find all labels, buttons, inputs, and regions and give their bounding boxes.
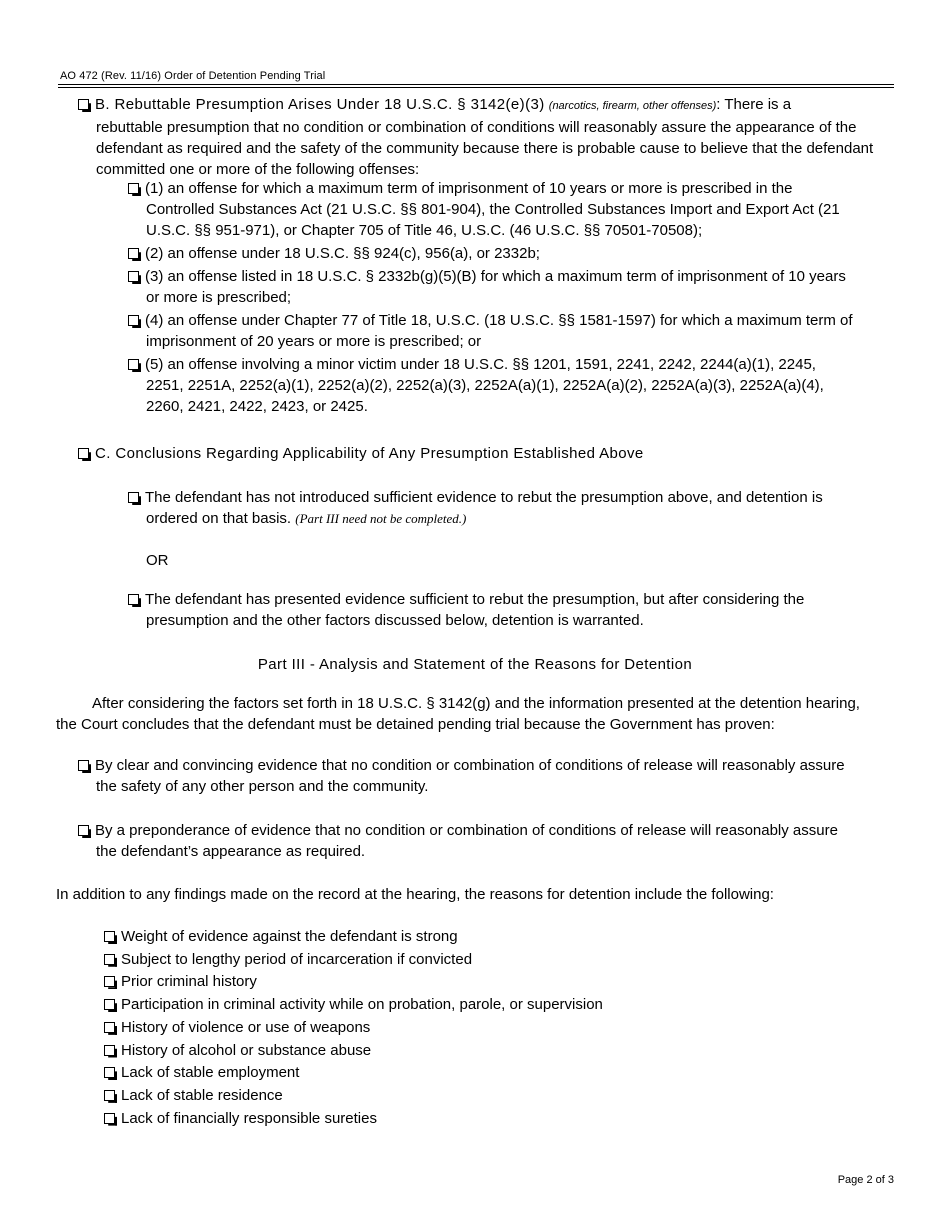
reason-label: Lack of financially responsible sureties [121, 1109, 377, 1127]
offense-item-2 [128, 243, 898, 264]
section-b-intro-line: rebuttable presumption that no condition or combination of conditions will reasonably assure the appearance of the [96, 119, 857, 136]
reason-label: Lack of stable residence [121, 1086, 283, 1104]
offense-2-checkbox[interactable] [128, 248, 139, 259]
section-c-option-2-line: presumption and the other factors discussed below, detention is warranted. [146, 612, 644, 629]
section-b-heading-note: (narcotics, firearm, other offenses) [548, 100, 717, 112]
reasons-list [104, 926, 804, 1130]
offense-item-5 [128, 354, 898, 417]
section-c-option-1-line: The defendant has not introduced sufficient evidence to rebut the presumption above, and detention is [145, 489, 823, 506]
offense-5-checkbox[interactable] [128, 359, 139, 370]
reason-item [104, 971, 804, 994]
reason-item [104, 949, 804, 972]
offense-4-line: (4) an offense under Chapter 77 of Title 18, U.S.C. (18 U.S.C. §§ 1581-1597) for which a maximum term of [145, 312, 853, 329]
section-c-option-2 [128, 589, 898, 631]
offense-item-1 [128, 178, 898, 241]
section-c-option-1-checkbox[interactable] [128, 492, 139, 503]
offense-5-line: 2251, 2251A, 2252(a)(1), 2252(a)(2), 2252(a)(3), 2252A(a)(1), 2252A(a)(2), 2252A(a)(3), 2252A(a)(4), [146, 377, 824, 394]
reason-label: History of alcohol or substance abuse [121, 1041, 372, 1059]
finding-preponderance [78, 820, 898, 862]
section-c-heading: C. Conclusions Regarding Applicability of Any Presumption Established Above [95, 445, 644, 462]
reason-checkbox[interactable] [104, 999, 115, 1010]
part-3-title: Part III - Analysis and Statement of the Reasons for Detention [257, 656, 693, 673]
section-c-option-2-line: The defendant has presented evidence sufficient to rebut the presumption, but after considering the [145, 591, 805, 608]
header-rule-top [58, 84, 894, 85]
section-c-option-1-line: ordered on that basis. [146, 510, 292, 527]
finding-1-checkbox[interactable] [78, 760, 89, 771]
offense-4-line: imprisonment of 20 years or more is prescribed; or [146, 333, 482, 350]
reason-checkbox[interactable] [104, 1045, 115, 1056]
part-3-intro [56, 693, 896, 735]
header-rule-bottom [58, 87, 894, 88]
section-c-checkbox[interactable] [78, 448, 89, 459]
offense-5-line: 2260, 2421, 2422, 2423, or 2425. [146, 398, 368, 415]
offense-5-line: (5) an offense involving a minor victim under 18 U.S.C. §§ 1201, 1591, 2241, 2242, 2244(a)(1), 2245, [145, 356, 816, 373]
reason-checkbox[interactable] [104, 954, 115, 965]
reason-item [104, 1085, 804, 1108]
reason-item [104, 1062, 804, 1085]
finding-2-checkbox[interactable] [78, 825, 89, 836]
reason-checkbox[interactable] [104, 1090, 115, 1101]
section-b [78, 94, 898, 180]
offense-1-checkbox[interactable] [128, 183, 139, 194]
section-c-option-1-note: (Part III need not be completed.) [295, 511, 467, 526]
reason-label: Participation in criminal activity while on probation, parole, or supervision [121, 996, 603, 1014]
offense-1-line: Controlled Substances Act (21 U.S.C. §§ 801-904), the Controlled Substances Import and Export Act (21 [146, 201, 840, 218]
reason-label: History of violence or use of weapons [121, 1018, 371, 1036]
offense-1-line: (1) an offense for which a maximum term of imprisonment of 10 years or more is prescribed in the [145, 180, 793, 197]
section-c [78, 443, 898, 464]
section-c-or-label: OR [146, 552, 169, 569]
offense-3-line: (3) an offense listed in 18 U.S.C. § 2332b(g)(5)(B) for which a maximum term of imprisonment of 10 years [145, 268, 846, 285]
section-b-heading: B. Rebuttable Presumption Arises Under 18 U.S.C. § 3142(e)(3) [95, 96, 545, 113]
reason-label: Prior criminal history [121, 973, 257, 991]
offense-3-checkbox[interactable] [128, 271, 139, 282]
finding-1-line: By clear and convincing evidence that no condition or combination of conditions of release will reasonably assure [95, 757, 845, 774]
reason-checkbox[interactable] [104, 1067, 115, 1078]
section-b-checkbox[interactable] [78, 99, 89, 110]
section-c-option-2-checkbox[interactable] [128, 594, 139, 605]
reason-checkbox[interactable] [104, 976, 115, 987]
reason-label: Subject to lengthy period of incarceration if convicted [121, 950, 473, 968]
reason-item [104, 1017, 804, 1040]
offense-1-line: U.S.C. §§ 951-971), or Chapter 705 of Title 46, U.S.C. (46 U.S.C. §§ 70501-70508); [146, 222, 703, 239]
section-b-intro-tail: : There is a [716, 96, 792, 113]
reason-item [104, 926, 804, 949]
offense-item-3 [128, 266, 898, 308]
part-3-intro-line: the Court concludes that the defendant must be detained pending trial because the Government has proven: [56, 716, 775, 733]
offense-4-checkbox[interactable] [128, 315, 139, 326]
section-b-offense-list [128, 178, 898, 417]
section-b-intro-line: committed one or more of the following offenses: [96, 161, 420, 178]
reason-label: Lack of stable employment [121, 1064, 300, 1082]
offense-item-4 [128, 310, 898, 352]
finding-clear-convincing [78, 755, 898, 797]
reason-item [104, 1040, 804, 1063]
finding-2-line: By a preponderance of evidence that no condition or combination of conditions of release will reasonably assure [95, 822, 838, 839]
offense-2-line: (2) an offense under 18 U.S.C. §§ 924(c), 956(a), or 2332b; [145, 245, 540, 262]
reason-item [104, 994, 804, 1017]
section-c-option-1 [128, 487, 898, 529]
form-title-header: AO 472 (Rev. 11/16) Order of Detention Pending Trial [60, 70, 326, 82]
page-number: Page 2 of 3 [837, 1174, 894, 1186]
finding-1-line: the safety of any other person and the community. [96, 778, 429, 795]
reason-checkbox[interactable] [104, 931, 115, 942]
section-b-heading-line [78, 94, 898, 117]
reasons-intro: In addition to any findings made on the record at the hearing, the reasons for detention include the following: [56, 886, 774, 903]
section-b-intro-line: defendant as required and the safety of the community because there is probable cause to believe that the defendant [96, 140, 874, 157]
part-3-intro-line: After considering the factors set forth in 18 U.S.C. § 3142(g) and the information presented at the detention hearing, [92, 695, 860, 712]
reason-label: Weight of evidence against the defendant is strong [121, 928, 458, 945]
reason-item [104, 1108, 804, 1131]
offense-3-line: or more is prescribed; [146, 289, 292, 306]
reason-checkbox[interactable] [104, 1022, 115, 1033]
finding-2-line: the defendant’s appearance as required. [96, 843, 366, 860]
reason-checkbox[interactable] [104, 1113, 115, 1124]
